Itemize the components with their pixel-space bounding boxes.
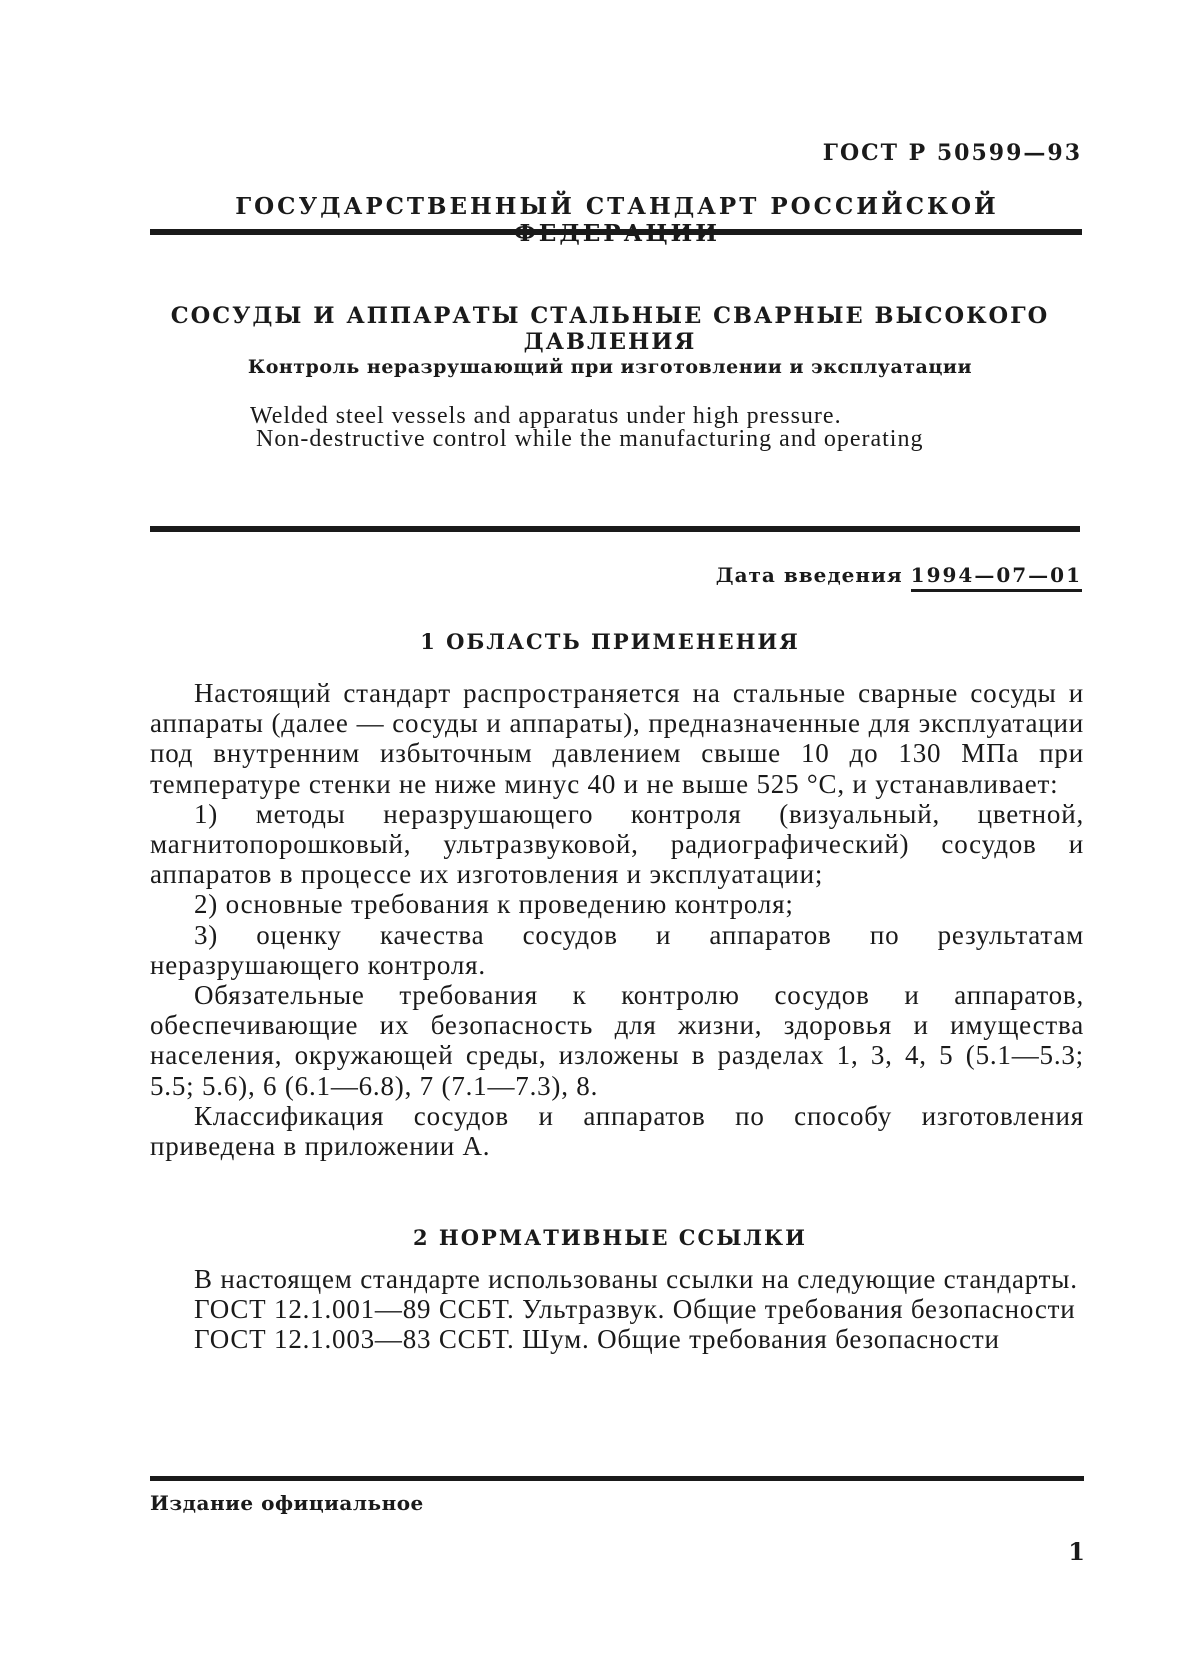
section-1-heading: 1 ОБЛАСТЬ ПРИМЕНЕНИЯ	[420, 629, 800, 654]
section-1-body	[150, 678, 1084, 1161]
introduction-date-label: Дата введения	[715, 563, 903, 587]
english-title-line-2: Non-destructive control while the manufacturing and operating	[256, 426, 924, 452]
section-2-body	[150, 1264, 1084, 1355]
top-divider	[150, 229, 1082, 235]
english-title-line-1: Welded steel vessels and apparatus under high pressure.	[250, 403, 842, 429]
section-2-heading: 2 НОРМАТИВНЫЕ ССЫЛКИ	[413, 1225, 807, 1250]
page-number: 1	[1068, 1537, 1085, 1566]
paragraph: В настоящем стандарте использованы ссылки на следующие стандарты.	[194, 1264, 1078, 1294]
paragraph: 1) методы неразрушающего контроля (визуальный, цветной, магнитопорошковый, ультразвуковой, радиографический) сосудов и аппаратов в процессе их изготовления и эксплуатации;	[150, 798, 1084, 890]
introduction-date	[716, 563, 1082, 587]
paragraph: Обязательные требования к контролю сосудов и аппаратов, обеспечивающие их безопасность для жизни, здоровья и имущества населения, окружающей среды, изложены в разделах 1, 3, 4, 5 (5.1—5.3; 5.5; 5.6), 6 (6.1—6.8), 7 (7.1—7.3), 8.	[150, 980, 1084, 1101]
footer-divider	[150, 1476, 1084, 1481]
paragraph: Классификация сосудов и аппаратов по способу изготовления приведена в приложении А.	[150, 1100, 1084, 1162]
paragraph: 2) основные требования к проведению контроля;	[194, 889, 794, 920]
edition-note: Издание официальное	[150, 1491, 424, 1515]
introduction-date-value: 1994—07—01	[911, 563, 1082, 592]
paragraph: 3) оценку качества сосудов и аппаратов по результатам неразрушающего контроля.	[150, 919, 1084, 980]
title-divider	[150, 526, 1080, 532]
document-title: СОСУДЫ И АППАРАТЫ СТАЛЬНЫЕ СВАРНЫЕ ВЫСОКОГО ДАВЛЕНИЯ	[170, 303, 1050, 355]
state-standard-heading: ГОСУДАРСТВЕННЫЙ СТАНДАРТ РОССИЙСКОЙ	[235, 193, 999, 220]
paragraph: ГОСТ 12.1.003—83 ССБТ. Шум. Общие требования безопасности	[194, 1324, 1000, 1355]
document-subtitle: Контроль неразрушающий при изготовлении и эксплуатации	[247, 356, 973, 378]
document-code: ГОСТ Р 50599—93	[822, 140, 1082, 166]
paragraph: Настоящий стандарт распространяется на стальные сварные сосуды и аппараты (далее — сосуды и аппараты), предназначенные для эксплуатации под внутренним избыточным давлением свыше 10 до 130 МПа при температуре стенки не ниже минус 40 и не выше 525 °С, и устанавливает:	[150, 678, 1084, 799]
paragraph: ГОСТ 12.1.001—89 ССБТ. Ультразвук. Общие требования безопасности	[194, 1294, 1076, 1325]
